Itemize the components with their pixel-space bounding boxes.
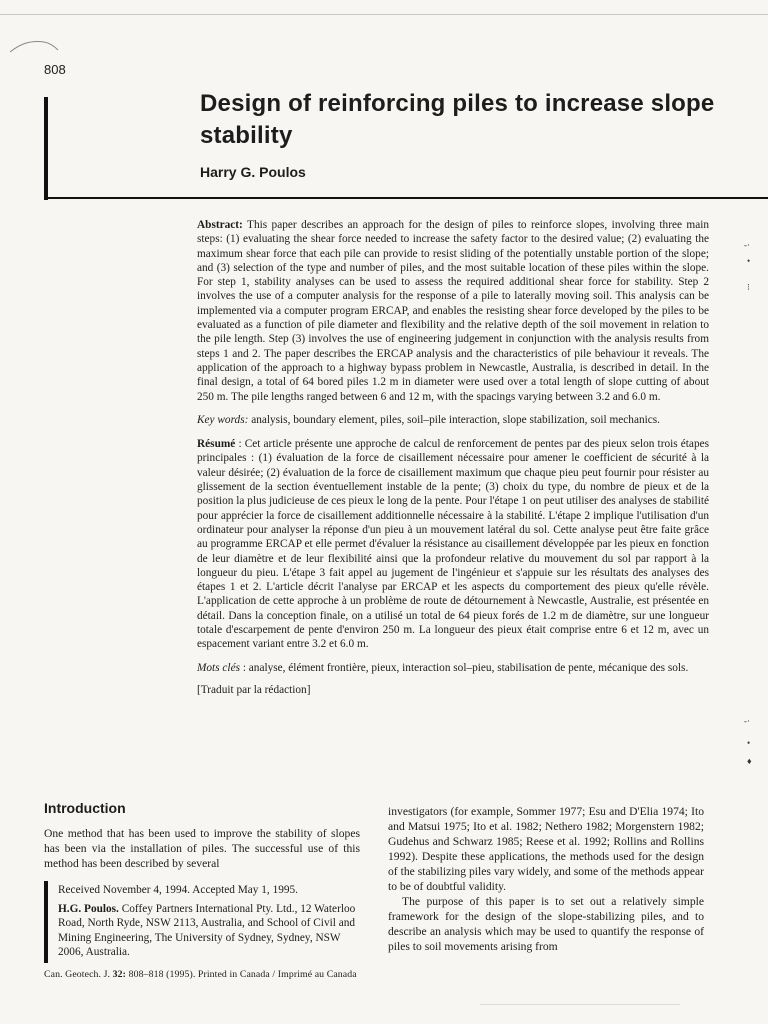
scan-smudge (480, 1004, 680, 1005)
translation-note: [Traduit par la rédaction] (197, 683, 311, 696)
mots-cles-paragraph (197, 661, 709, 675)
article-author: Harry G. Poulos (200, 164, 306, 180)
introduction-heading: Introduction (44, 800, 126, 816)
keywords-text: analysis, boundary element, piles, soil–pile interaction, slope stabilization, soil mechanics. (251, 413, 660, 426)
title-side-bar (44, 97, 48, 200)
received-dates: Received November 4, 1994. Accepted May 1, 1995. (58, 884, 298, 896)
citation-journal: Can. Geotech. J. (44, 969, 111, 980)
introduction-right-column (388, 804, 704, 954)
introduction-right-paragraph: investigators (for example, Sommer 1977; Esu and D'Elia 1974; Ito and Matsui 1975; Ito et al. 1982; Nethero 1982; Morgenstern 1982; Gudehus and Schwarz 1985; Reese et al. 1992; Rollins and Rollins 1992). Despite these applications, the methods used for the design of the stabilizing piles vary widely, and some of the methods appear to be of doubtful validity. (388, 805, 704, 893)
margin-mark: ⁝ (747, 282, 750, 292)
footnote-affiliation: Coffey Partners International Pty. Ltd., 12 Waterloo Road, North Ryde, NSW 2113, Australia, and School of Civil and Mining Engineering, The University of Sydney, Sydney, NSW 2006, Australia. (58, 902, 356, 958)
margin-mark: • (747, 738, 751, 748)
abstract-text: This paper describes an approach for the design of piles to reinforce slopes, involving three main steps: (1) evaluating the shear force needed to increase the safety factor to the desired value; (2) evaluating the maximum shear force that each pile can provide to resist sliding of the potentially unstable portion of the slope; and (3) selection of the type and number of piles, and the most suitable location of these piles within the slope. For step 1, stability analyses can be used to assess the required additional shear force for stability. Step 2 involves the use of a computer analysis for the response of a pile to laterally moving soil. This analysis can be implemented via a computer program ERCAP, and enables the resisting shear force developed by the piles to be evaluated as a function of pile diameter and flexibility and the relative depth of the soil movement in relation to the pile length. Step (3) involves the use of engineering judgement in conjunction with the analysis results from steps 1 and 2. The paper describes the ERCAP analysis and the characteristics of pile behaviour it reveals. The application of the approach to a highway bypass problem in Newcastle, Australia, is described in detail. In the final design, a total of 64 bored piles 1.2 m in diameter were used over a total length of slope cutting of about 250 m. The pile lengths ranged between 6 and 12 m, with the spacings varying between 3.2 and 6.0 m. (197, 219, 710, 403)
article-title: Design of reinforcing piles to increase slope stability (200, 90, 715, 149)
introduction-left-text: One method that has been used to improve the stability of slopes has been via the installation of piles. The successful use of this method has been described by several (44, 827, 360, 870)
resume-label: Résumé (197, 438, 236, 451)
keywords-label: Key words: (197, 413, 249, 426)
mots-cles-text: : analyse, élément frontière, pieux, interaction sol–pieu, stabilisation de pente, mécanique des sols. (242, 661, 689, 674)
footnote-text (58, 883, 360, 960)
footnote-bar (44, 881, 48, 963)
citation-volume: 32: (112, 969, 127, 980)
scan-edge-line (0, 14, 768, 15)
footnote-author-name: H.G. Poulos. (58, 902, 119, 915)
resume-text: : Cet article présente une approche de calcul de renforcement de pentes par des pieux selon trois étapes principales : (1) évaluation de la force de cisaillement nécessaire pour amener le coefficient de sécurité à la valeur désirée; (2) évaluation de la force de cisaillement maximum que chaque pieu peut fournir pour résister au glissement de la section éventuellement instable de la pente; (3) choix du type, du nombre de pieux et de la position la plus judicieuse de ces pieux le long de la pente. Pour l'étape 1 on peut utiliser des analyses de stabilité pour apprécier la force de cisaillement additionnelle nécessaire à la stabilité. L'étape 2 implique l'utilisation d'un ordinateur pour analyser la réponse d'un pieu à un mouvement latéral du sol. Cette analyse peut être faite grâce au programme ERCAP et elle permet d'évaluer la résistance au cisaillement développée par les pieux en fonction de leur diamètre et de leur flexibilité ainsi que la profondeur relative du mouvement du sol par rapport à la longueur du pieu. L'étape 3 fait appel au jugement de l'ingénieur et s'appuie sur les résultats des analyses des étapes 1 et 2. L'article décrit l'analyse par ERCAP et les aspects du comportement des pieux qu'elle révèle. L'application de cette approche à un problème de route de détournement à Newcastle, Australie, est présentée en détail. Dans la conception finale, on a utilisé un total de 64 pieux forés de 1.2 m de diamètre, sur une longueur totale d'escarpement de pente d'environ 250 m. La longueur des pieux était comprise entre 6 et 12 m, avec un espacement variant entre 3.2 et 6.0 m. (197, 438, 710, 651)
mots-cles-label: Mots clés (197, 661, 240, 674)
keywords-paragraph (197, 413, 709, 427)
margin-mark: -· (744, 240, 750, 250)
title-rule (44, 197, 768, 199)
footnote-box (44, 881, 360, 963)
margin-mark: -· (744, 716, 750, 726)
citation-rest: 808–818 (1995). Printed in Canada / Imprimé au Canada (128, 969, 357, 980)
page-number: 808 (44, 62, 66, 77)
journal-citation (44, 969, 357, 980)
abstract-block (197, 218, 709, 706)
abstract-label: Abstract: (197, 219, 243, 231)
margin-mark: • (747, 256, 751, 266)
resume-paragraph (197, 437, 709, 651)
introduction-right-paragraph: The purpose of this paper is to set out a relatively simple framework for the design of the slope-stabilizing piles, and to describe an analysis which may be used to quantify the response of piles to soil movements arising from (388, 895, 704, 953)
author-affiliation (58, 902, 360, 960)
scan-corner-mark (8, 30, 68, 60)
abstract-paragraph (197, 218, 709, 404)
margin-mark: ♦ (747, 756, 752, 766)
